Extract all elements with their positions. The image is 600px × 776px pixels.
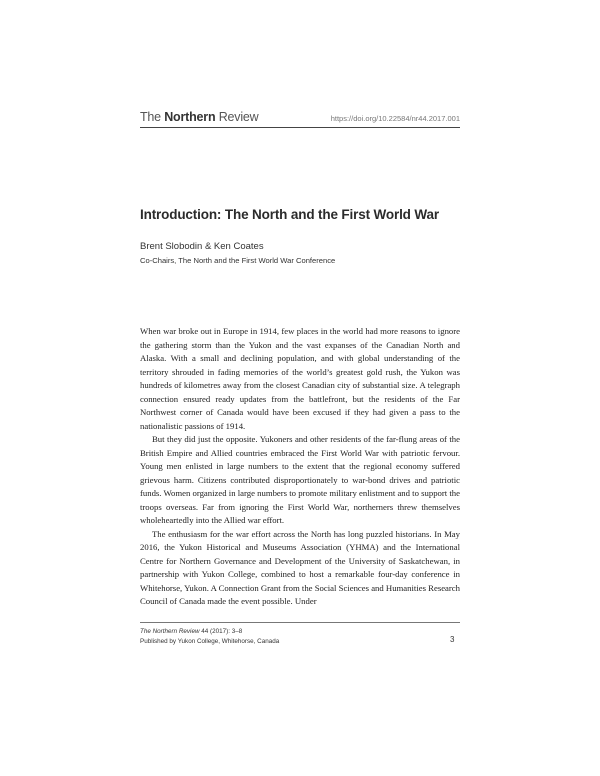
journal-suffix: Review bbox=[218, 110, 259, 124]
doi-link[interactable]: https://doi.org/10.22584/nr44.2017.001 bbox=[330, 114, 460, 123]
footer-volume-pages: 44 (2017): 3–8 bbox=[199, 628, 243, 635]
article-title: Introduction: The North and the First World War bbox=[140, 207, 439, 222]
footer-publisher: Published by Yukon College, Whitehorse, Canada bbox=[140, 637, 280, 645]
journal-logo bbox=[140, 110, 259, 124]
journal-name: Northern bbox=[164, 110, 216, 124]
running-header bbox=[140, 110, 460, 124]
footer-citation bbox=[140, 627, 460, 637]
body-paragraph: When war broke out in Europe in 1914, few places in the world had more reasons to ignore the gathering storm than the Yukon and the vast expanses of the Canadian North and Alaska. With a small and declining population, and with global understanding of the territory shrouded in fading memories of the world’s greatest gold rush, the Yukon was hundreds of kilometres away from the closest Canadian city of substantial size. A telegraph connection ensured ready updates from the battlefront, but the residents of the Far Northwest corner of Canada would have been excused if they had given a pass to the nationalistic passions of 1914. bbox=[140, 326, 460, 431]
footer-rule bbox=[140, 622, 460, 623]
article-body bbox=[140, 325, 460, 609]
journal-prefix: The bbox=[140, 110, 161, 124]
body-paragraph: The enthusiasm for the war effort across the North has long puzzled historians. In May 2016, the Yukon Historical and Museums Association (YHMA) and the International Centre for Northern Governance and Development of the University of Saskatchewan, in partnership with Yukon College, combined to host a remarkable four-day conference in Whitehorse, Yukon. A Connection Grant from the Social Sciences and Humanities Research Council of Canada made the event possible. Under bbox=[140, 528, 460, 606]
page-number: 3 bbox=[450, 635, 455, 644]
footer-journal-name: The Northern Review bbox=[140, 628, 200, 635]
header-rule bbox=[140, 127, 460, 128]
author-affiliation: Co-Chairs, The North and the First World War Conference bbox=[140, 256, 336, 265]
page-footer bbox=[140, 627, 460, 646]
article-authors: Brent Slobodin & Ken Coates bbox=[140, 241, 264, 252]
body-paragraph: But they did just the opposite. Yukoners and other residents of the far-flung areas of the British Empire and Allied countries embraced the First World War with patriotic fervour. Young men enlisted in large numbers to the extent that the regional economy suffered grievous harm. Citizens contributed disproportionately to war-bond drives and patriotic funds. Women organized in large numbers to promote military enlistment and to support the troops overseas. Far from ignoring the First World War, northerners threw themselves wholeheartedly into the Allied war effort. bbox=[140, 434, 460, 525]
